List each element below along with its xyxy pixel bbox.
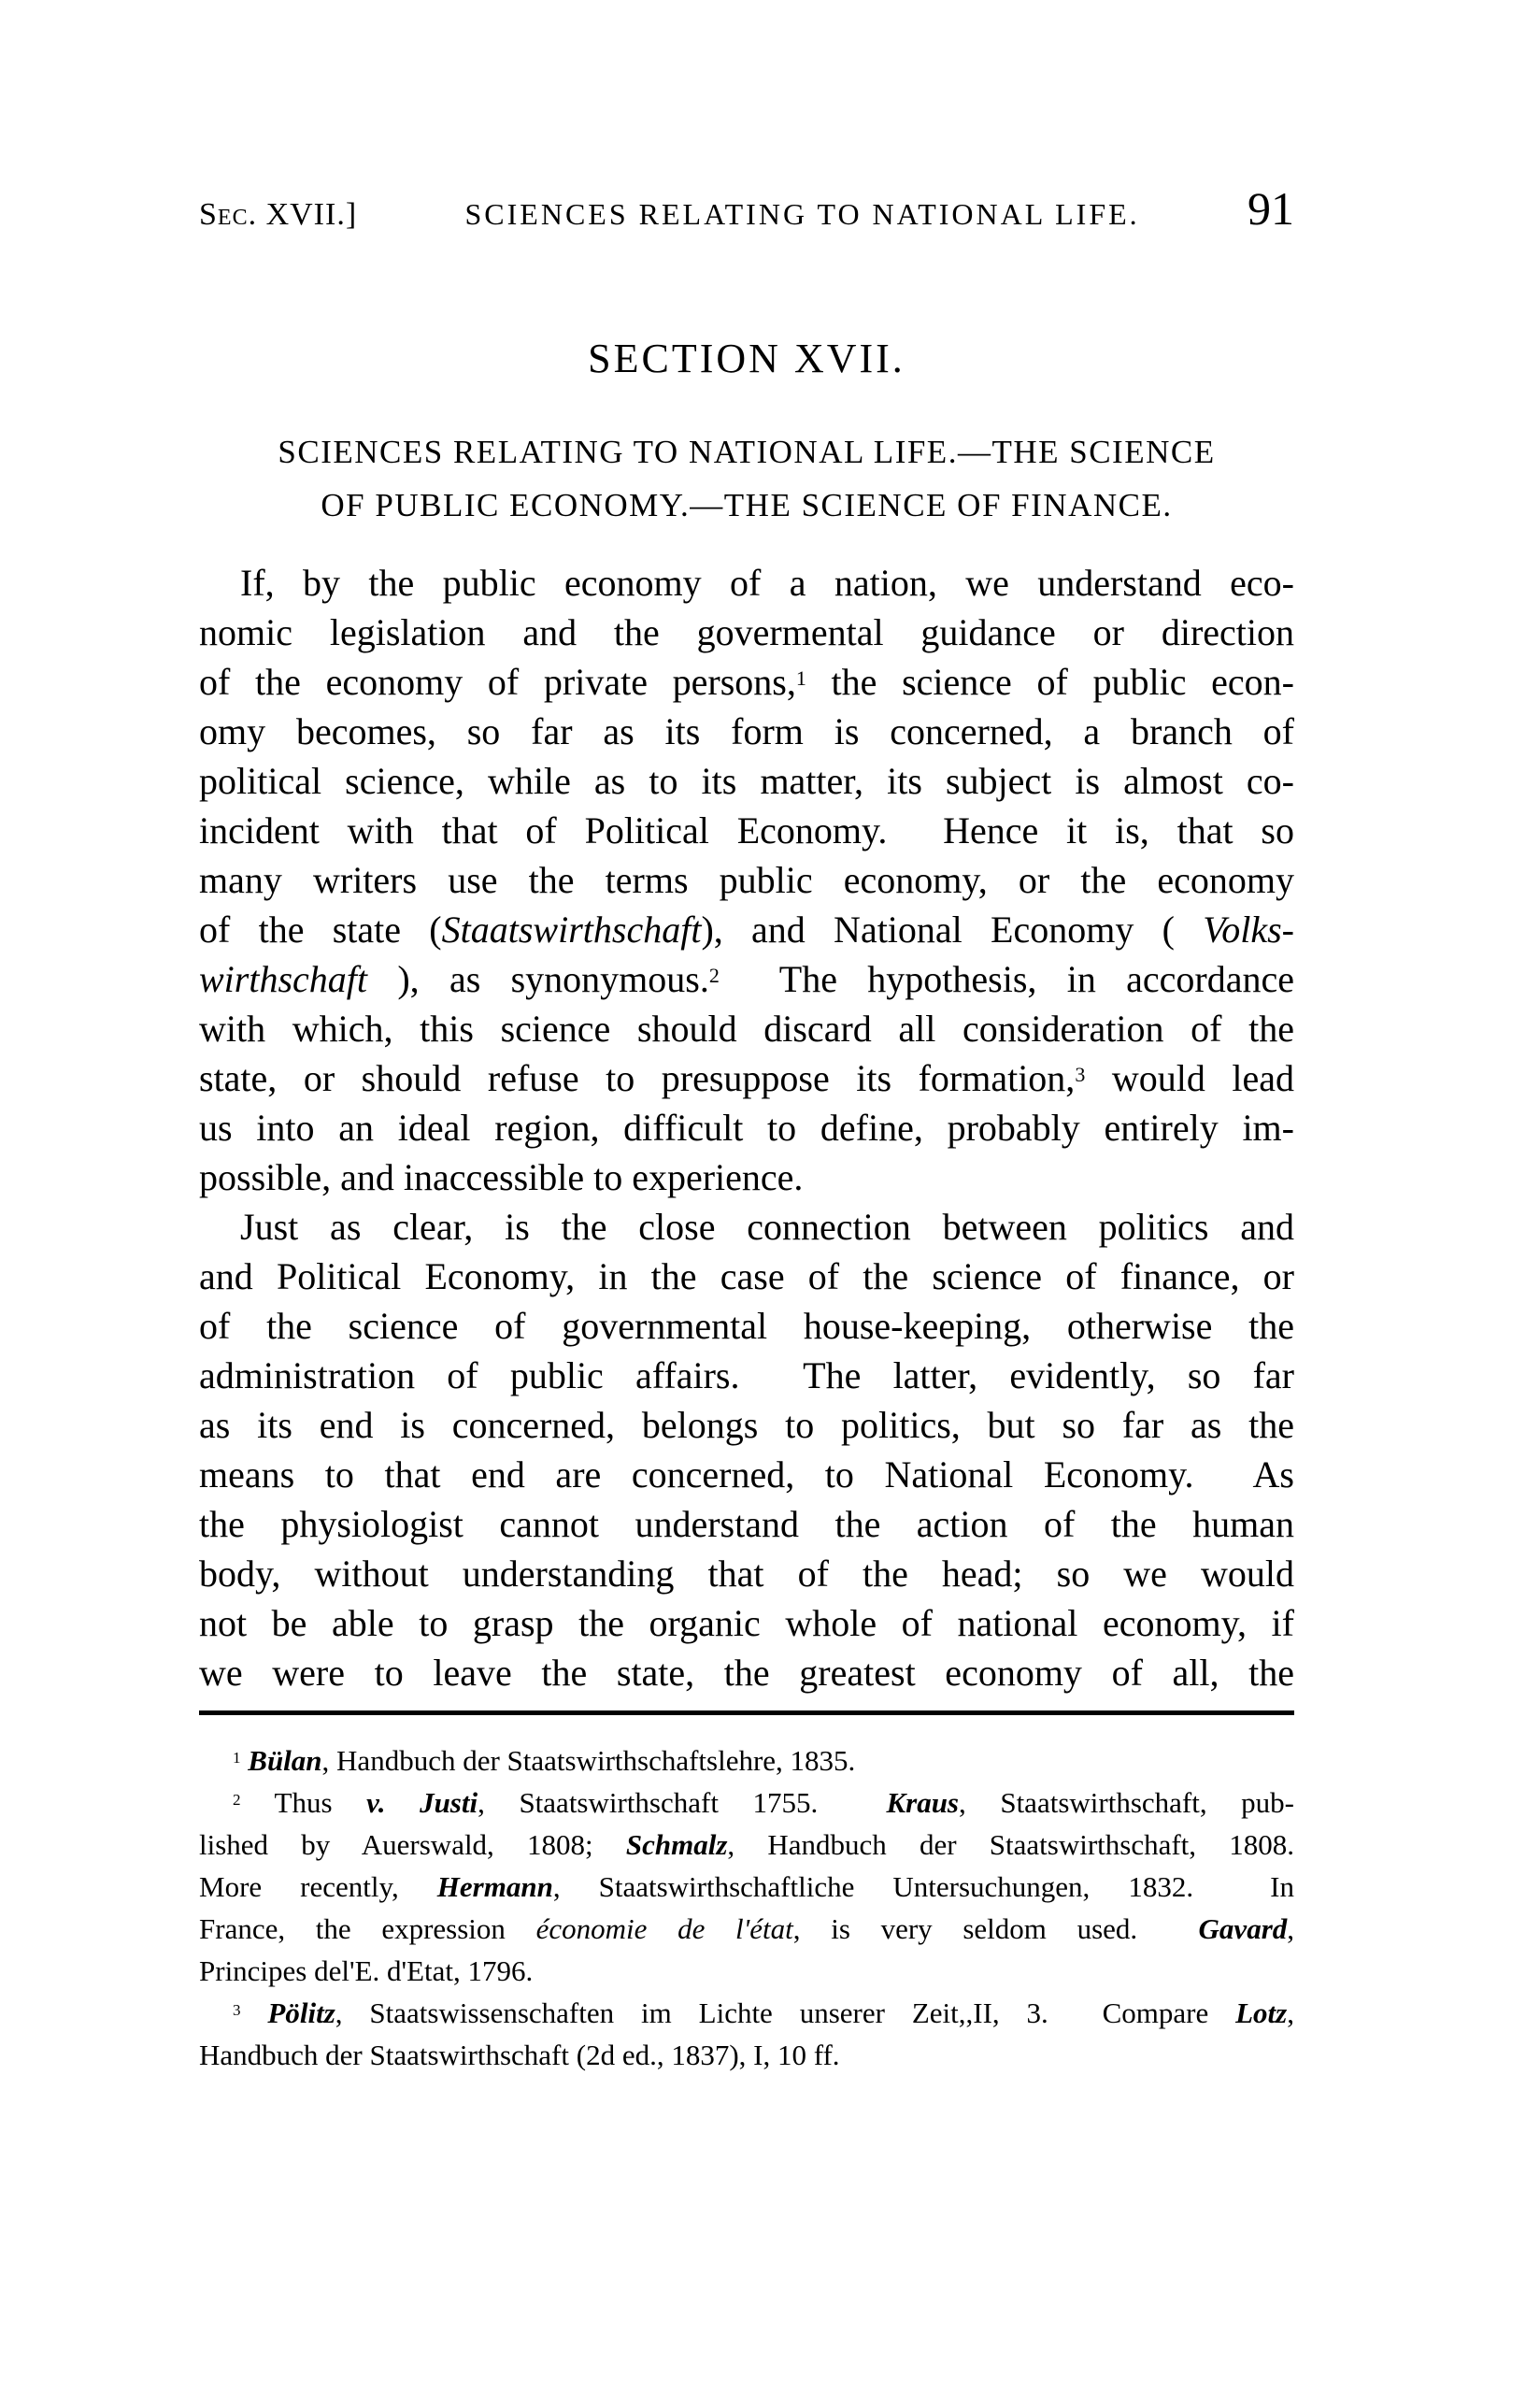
text-line [199, 1782, 1294, 1824]
text-segment: The hypothesis, in accordance [719, 958, 1294, 1000]
text-segment: political science, while as to its matter, its subject is almost co- [199, 760, 1294, 802]
text-segment: means to that end are concerned, to National Economy. As [199, 1453, 1294, 1496]
text-block [199, 0, 1294, 2076]
text-segment: not be able to grasp the organic whole of national economy, if [199, 1602, 1294, 1644]
text-segment: us into an ideal region, difficult to define, probably entirely im- [199, 1107, 1294, 1149]
text-segment: wirthschaft [199, 958, 398, 1000]
text-line [199, 1908, 1294, 1950]
text-line [199, 558, 1294, 608]
text-line [199, 2034, 1294, 2076]
text-line [199, 1549, 1294, 1598]
text-line [199, 1866, 1294, 1908]
footnote-marker: 3 [1075, 1063, 1086, 1087]
text-line [199, 608, 1294, 657]
paragraph-1 [199, 558, 1294, 1202]
text-segment: If, by the public economy of a nation, we understand eco- [240, 562, 1294, 604]
section-subtitle [199, 425, 1294, 532]
text-segment: , Handbuch der Staatswirthschaftslehre, 1835. [321, 1744, 856, 1777]
text-segment: and Political Economy, in the case of the science of finance, or [199, 1255, 1294, 1297]
text-line [199, 756, 1294, 806]
text-segment: Pölitz [267, 1996, 335, 2029]
subtitle-line-2: OF PUBLIC ECONOMY.—THE SCIENCE OF FINANCE. [321, 487, 1173, 523]
text-segment: the physiologist cannot understand the action of the human [199, 1503, 1294, 1545]
text-line [199, 1598, 1294, 1648]
text-line [199, 954, 1294, 1004]
text-line [199, 1739, 1294, 1782]
text-segment: ), as synonymous. [397, 958, 709, 1000]
text-segment: France, the expression [199, 1912, 536, 1945]
text-segment: Lotz [1235, 1996, 1288, 2029]
text-segment: Volks- [1203, 909, 1294, 951]
footnote-1 [199, 1739, 1294, 1782]
text-segment: many writers use the terms public economy, or the economy [199, 859, 1294, 901]
page-number: 91 [1247, 182, 1294, 235]
text-segment: we were to leave the state, the greatest economy of all, the [199, 1652, 1294, 1694]
text-segment: Bülan [248, 1744, 322, 1777]
text-segment: , Handbuch der Staatswirthschaft, 1808. [727, 1828, 1294, 1861]
text-line [199, 806, 1294, 855]
text-segment: as its end is concerned, belongs to politics, but so far as the [199, 1404, 1294, 1446]
footnote-marker: 2 [233, 1791, 241, 1810]
text-line [199, 1103, 1294, 1152]
section-title: SECTION XVII. [588, 336, 905, 381]
text-segment: More recently, [199, 1870, 437, 1903]
text-segment: would lead [1085, 1057, 1294, 1099]
text-segment: body, without understanding that of the head; so we would [199, 1553, 1294, 1595]
paragraph-2 [199, 1202, 1294, 1697]
text-segment: state, or should refuse to presuppose its formation, [199, 1057, 1076, 1099]
text-line [199, 1499, 1294, 1549]
text-segment: Handbuch der Staatswirthschaft (2d ed., 1837), I, 10 ff. [199, 2039, 840, 2071]
text-segment: , Staatswirthschaftliche Untersuchungen, 1832. In [552, 1870, 1294, 1903]
text-segment: Schmalz [625, 1828, 728, 1861]
text-line [199, 1450, 1294, 1499]
text-line [199, 1992, 1294, 2034]
body-text [199, 558, 1294, 1697]
text-line [199, 1824, 1294, 1866]
text-line [199, 905, 1294, 954]
subtitle-line-1: SCIENCES RELATING TO NATIONAL LIFE.—THE SCIENCE [278, 434, 1216, 470]
text-segment: incident with that of Political Economy. Hence it is, that so [199, 809, 1294, 852]
footnotes [199, 1739, 1294, 2076]
text-segment: of the state ( [199, 909, 442, 951]
running-header-section: Sec. XVII.] [199, 197, 358, 232]
text-segment: Hermann [436, 1870, 553, 1903]
text-segment: the science of public econ- [806, 661, 1294, 703]
text-segment: , Staatswirthschaft 1755. [478, 1786, 887, 1819]
text-segment: Thus [240, 1786, 367, 1819]
running-header-title: SCIENCES RELATING TO NATIONAL LIFE. [464, 197, 1140, 231]
text-segment: lished by Auerswald, 1808; [199, 1828, 626, 1861]
text-segment: Principes del'E. d'Etat, 1796. [199, 1954, 534, 1987]
text-segment: Kraus [886, 1786, 959, 1819]
text-segment: , [1287, 1912, 1294, 1945]
text-segment: omy becomes, so far as its form is concerned, a branch of [199, 710, 1294, 752]
running-header [199, 0, 1294, 233]
text-line [199, 1152, 1294, 1202]
text-segment: , [1287, 1996, 1294, 2029]
footnote-rule [199, 1710, 1294, 1715]
text-segment: ), and National Economy ( [701, 909, 1204, 951]
text-line [199, 1301, 1294, 1351]
text-line [199, 1351, 1294, 1400]
footnote-marker: 2 [708, 964, 720, 988]
text-segment: Gavard [1198, 1912, 1288, 1945]
footnote-marker: 1 [795, 666, 806, 691]
text-segment: Staatswirthschaft [441, 909, 702, 951]
footnote-marker: 3 [233, 2001, 241, 2020]
text-segment [241, 1996, 268, 2029]
text-segment: with which, this science should discard all consideration of the [199, 1008, 1294, 1050]
text-segment: nomic legislation and the govermental guidance or direction [199, 611, 1294, 653]
text-segment: of the economy of private persons, [199, 661, 796, 703]
text-segment: of the science of governmental house-keeping, otherwise the [199, 1305, 1294, 1347]
text-line [199, 1252, 1294, 1301]
text-segment: , Staatswissenschaften im Lichte unserer Zeit,,II, 3. Compare [335, 1996, 1236, 2029]
text-segment: Just as clear, is the close connection between politics and [240, 1206, 1294, 1248]
text-line [199, 1400, 1294, 1450]
text-segment: possible, and inaccessible to experience. [199, 1156, 804, 1198]
text-line [199, 855, 1294, 905]
footnote-marker: 1 [233, 1749, 241, 1767]
text-segment: , is very seldom used. [792, 1912, 1199, 1945]
text-segment: v. Justi [366, 1786, 478, 1819]
text-line [199, 1202, 1294, 1252]
footnote-3 [199, 1992, 1294, 2076]
text-line [199, 657, 1294, 707]
text-line [199, 1053, 1294, 1103]
text-segment: économie de l'état [535, 1912, 793, 1945]
text-segment: administration of public affairs. The latter, evidently, so far [199, 1354, 1294, 1396]
text-line [199, 707, 1294, 756]
text-segment: , Staatswirthschaft, pub- [959, 1786, 1294, 1819]
text-line [199, 1004, 1294, 1053]
text-line [199, 1648, 1294, 1697]
footnote-2 [199, 1782, 1294, 1992]
text-line [199, 1950, 1294, 1992]
